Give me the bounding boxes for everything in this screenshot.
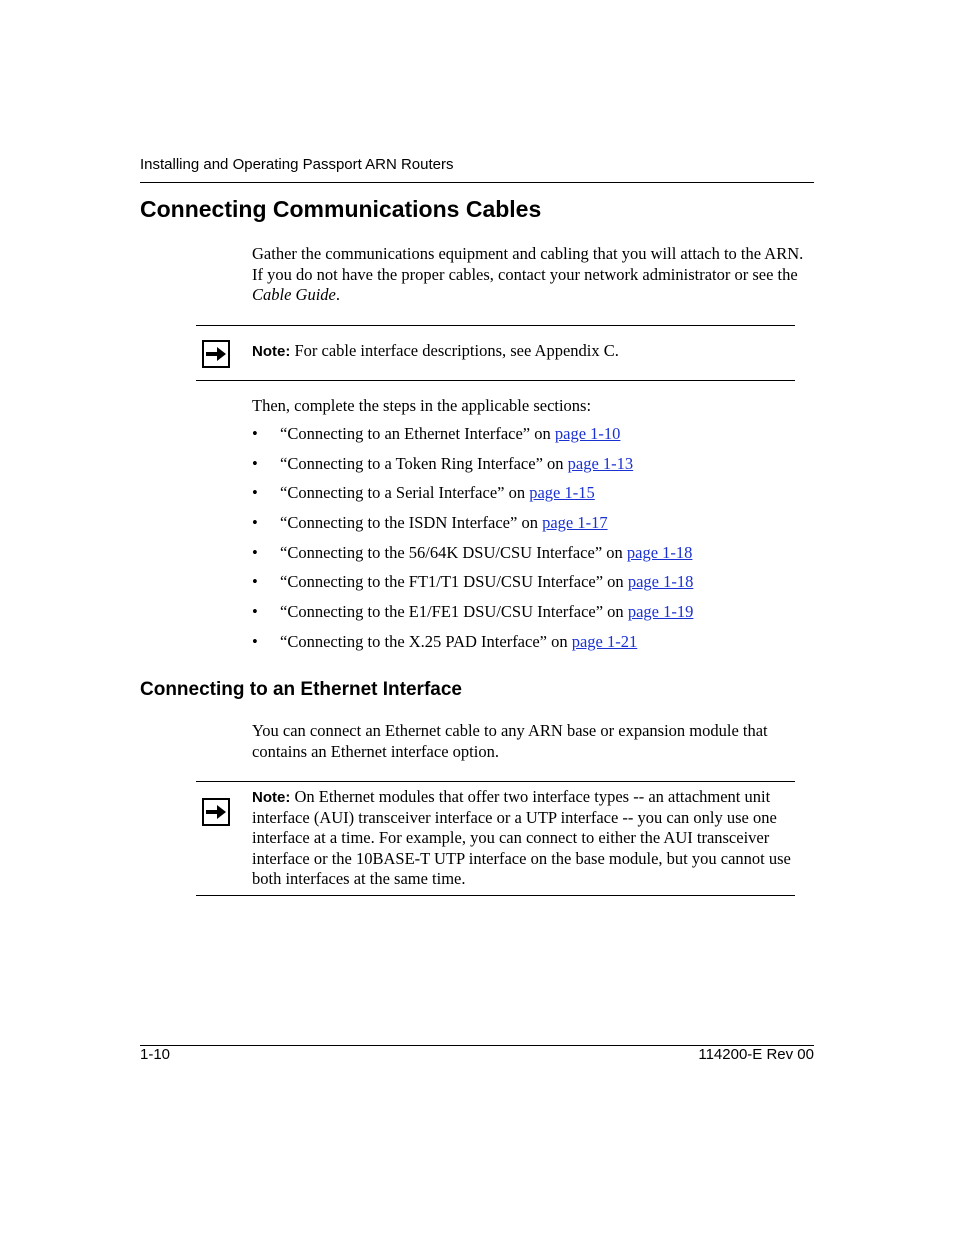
list-item-text: “Connecting to the ISDN Interface” on — [280, 513, 543, 533]
list-item — [252, 543, 693, 573]
document-id: 114200-E Rev 00 — [698, 1046, 814, 1063]
list-item — [252, 454, 693, 484]
page-number: 1-10 — [140, 1046, 171, 1063]
bullet: • — [252, 631, 258, 651]
right-arrow-icon — [202, 798, 230, 826]
list-item-text: “Connecting to the FT1/T1 DSU/CSU Interface” on — [280, 572, 628, 592]
list-item-text: “Connecting to a Serial Interface” on — [280, 483, 530, 503]
header-rule — [140, 182, 814, 183]
bullet: • — [252, 424, 258, 443]
page-link[interactable]: page 1-17 — [542, 513, 608, 533]
section-title: Connecting Communications Cables — [140, 196, 542, 222]
section-link-list — [252, 424, 693, 662]
then-paragraph: Then, complete the steps in the applicable sections: — [252, 396, 592, 415]
note-label: Note: — [252, 343, 291, 360]
note-text — [252, 341, 792, 362]
intro-paragraph — [252, 244, 814, 306]
subsection-title: Connecting to an Ethernet Interface — [140, 679, 462, 700]
page-link[interactable]: page 1-18 — [626, 542, 693, 562]
bullet: • — [252, 513, 258, 533]
bullet: • — [252, 602, 258, 622]
intro-text: Gather the communications equipment and cabling that you will attach to the ARN. If you do not have the proper cables, contact your network administrator or see the — [252, 244, 804, 284]
bullet: • — [252, 453, 258, 473]
list-item-text: “Connecting to a Token Ring Interface” on — [280, 453, 568, 473]
cable-guide-title: Cable Guide — [252, 285, 336, 304]
intro-text-end: . — [335, 285, 340, 304]
list-item-text: “Connecting to the X.25 PAD Interface” on — [280, 631, 572, 651]
running-header: Installing and Operating Passport ARN Routers — [140, 156, 454, 173]
bullet: • — [252, 542, 258, 562]
ethernet-paragraph: You can connect an Ethernet cable to any ARN base or expansion module that contains an Ethernet interface option. — [252, 721, 768, 761]
list-item — [252, 424, 693, 454]
note-label: Note: — [252, 789, 291, 806]
page-link[interactable]: page 1-10 — [554, 424, 621, 443]
bullet: • — [252, 483, 258, 503]
page-link[interactable]: page 1-15 — [529, 483, 595, 503]
list-item — [252, 572, 693, 602]
list-item-text: “Connecting to the E1/FE1 DSU/CSU Interface” on — [280, 602, 628, 622]
note-box — [196, 325, 795, 381]
right-arrow-icon — [202, 340, 230, 368]
note-body: For cable interface descriptions, see Appendix C. — [290, 341, 619, 360]
note-box — [196, 781, 795, 896]
bullet: • — [252, 572, 258, 592]
page-link[interactable]: page 1-21 — [571, 631, 638, 651]
list-item — [252, 602, 693, 632]
note-body: On Ethernet modules that offer two interface types -- an attachment unit interface (AUI) transceiver interface or a UTP interface -- you can only use one interface at a time. For example, you can connect to either the AUI transceiver interface or the 10BASE-T UTP interface on the base module, but you cannot use both interfaces at the same time. — [252, 787, 791, 888]
list-item-text: “Connecting to an Ethernet Interface” on — [280, 424, 555, 443]
page-link[interactable]: page 1-19 — [627, 602, 694, 622]
list-item — [252, 513, 693, 543]
note-text — [252, 787, 792, 889]
list-item — [252, 632, 693, 662]
page-link[interactable]: page 1-18 — [627, 572, 694, 592]
page-link[interactable]: page 1-13 — [567, 453, 634, 473]
list-item — [252, 483, 693, 513]
list-item-text: “Connecting to the 56/64K DSU/CSU Interface” on — [280, 542, 627, 562]
